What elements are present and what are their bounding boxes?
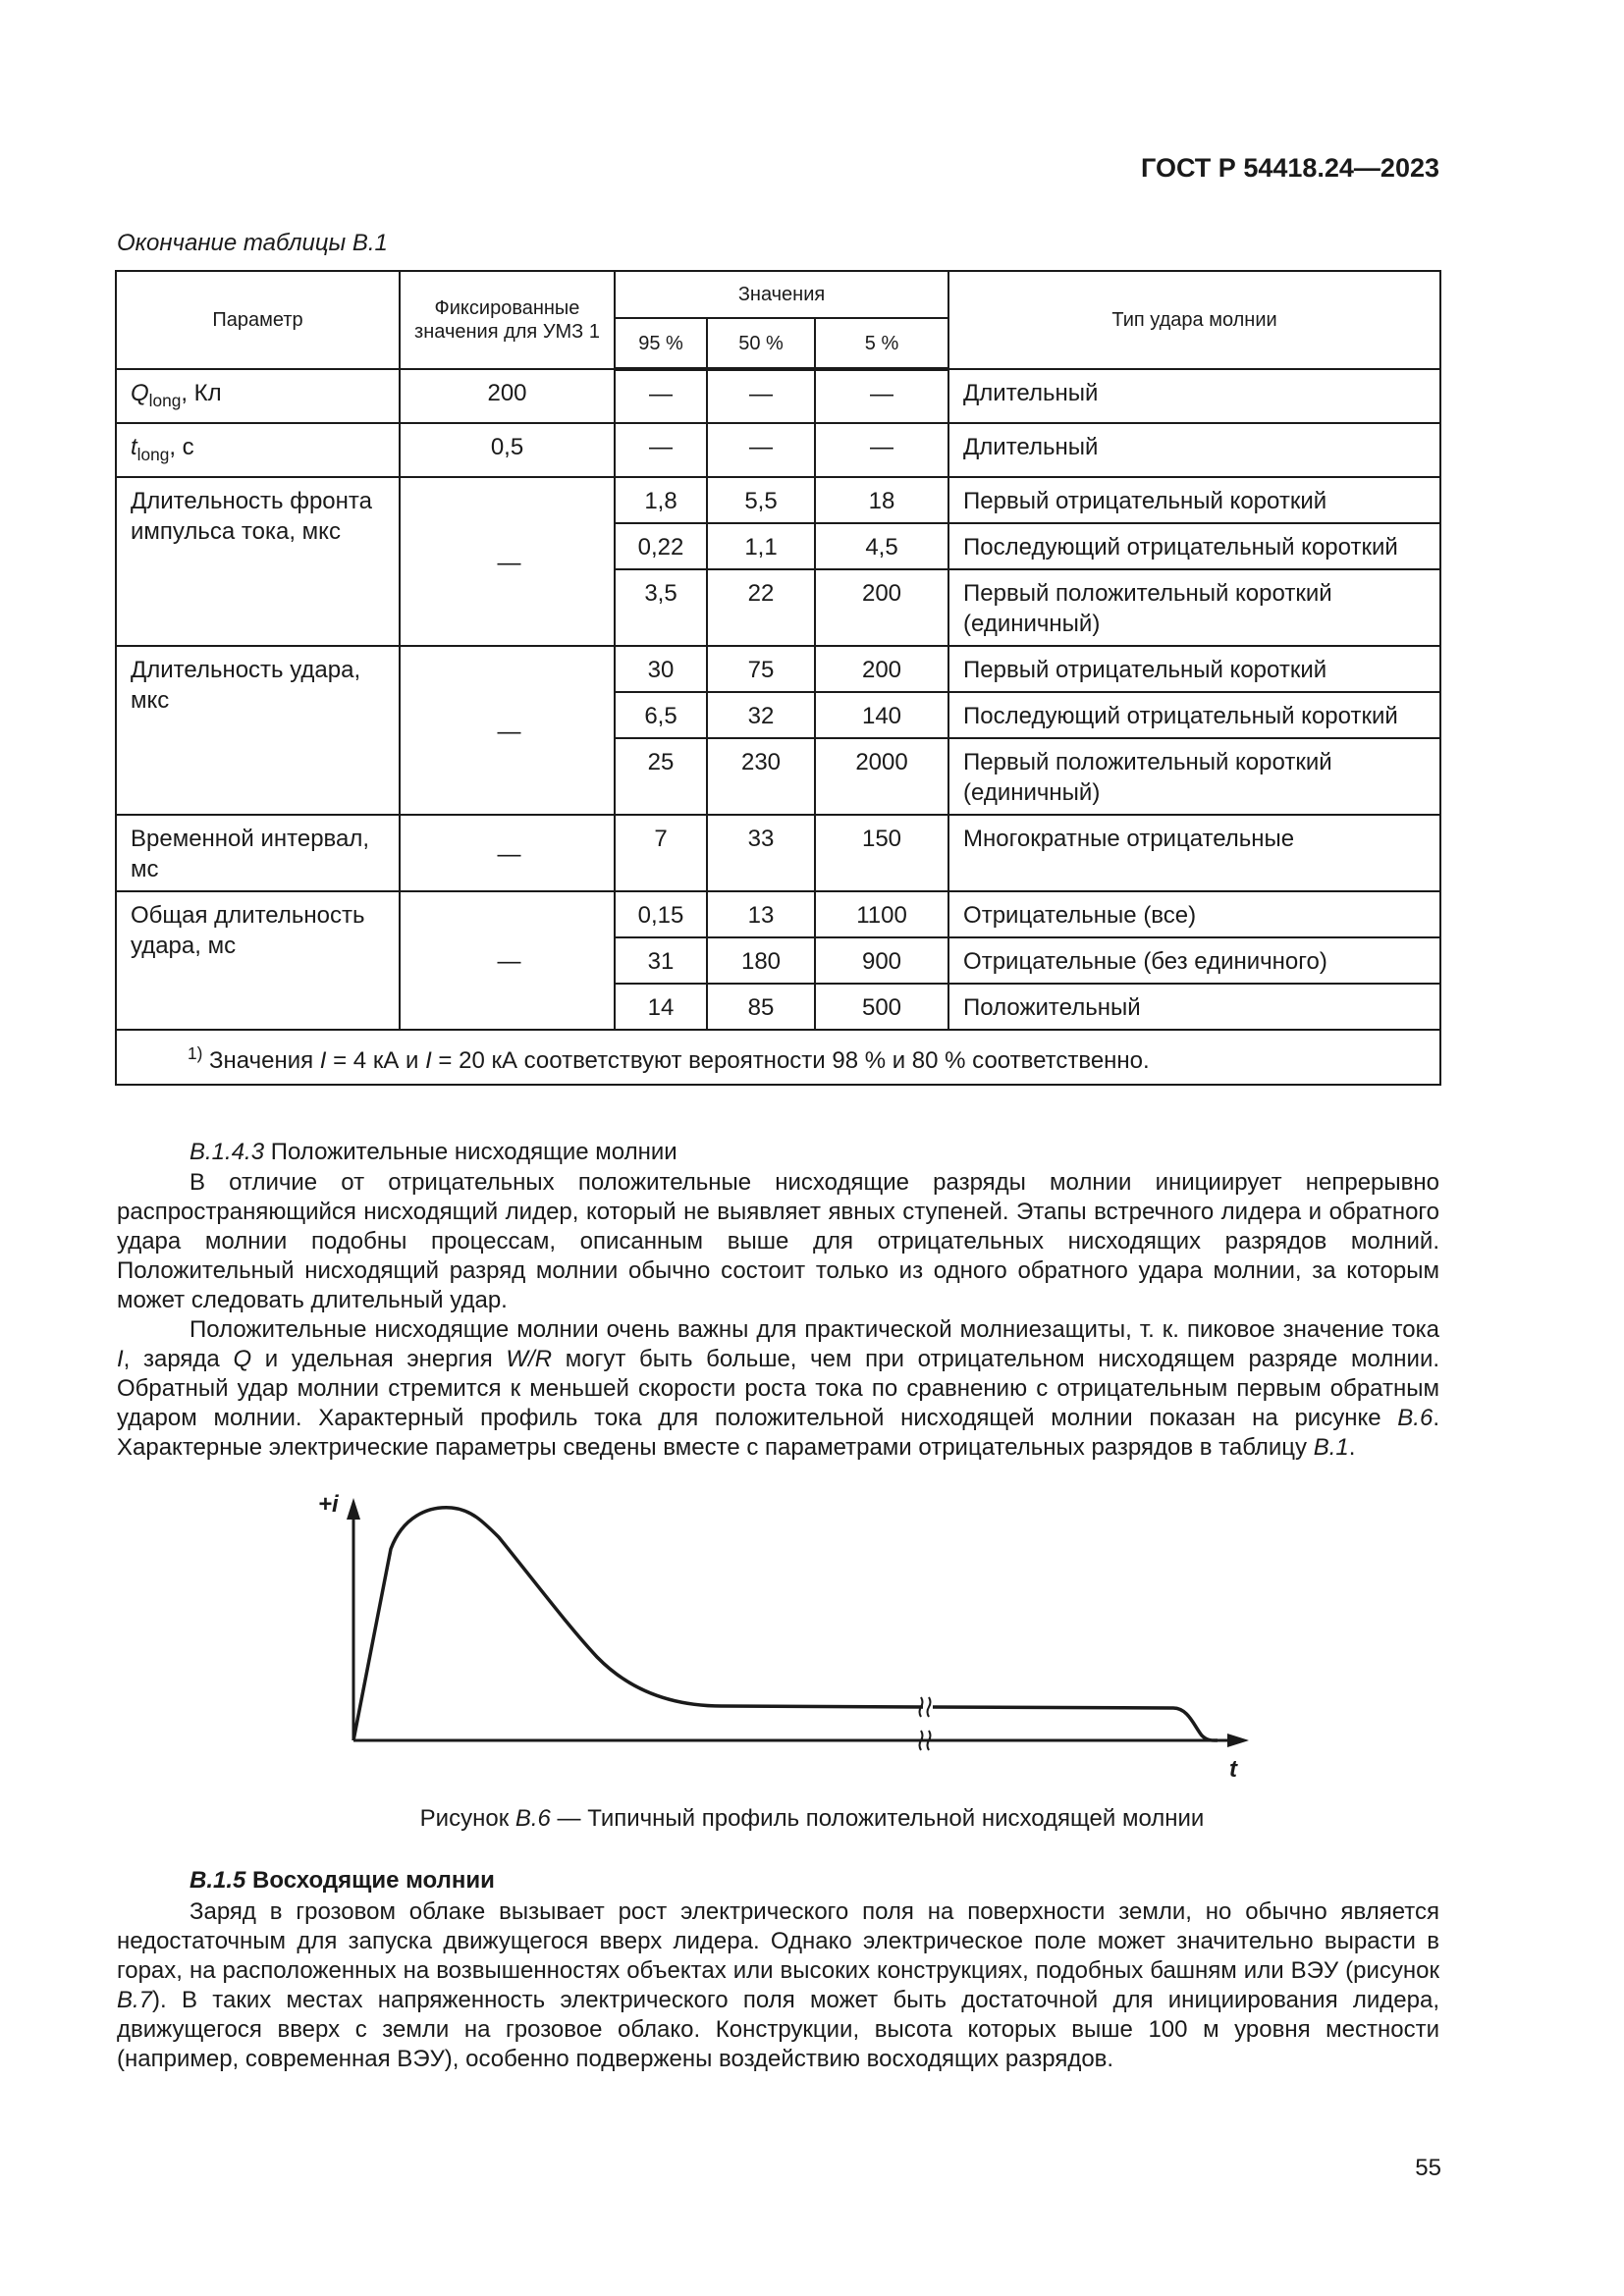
row-param: $Q_{long}$, Кл: [116, 369, 400, 423]
cell-v50: 13: [707, 891, 815, 937]
header-values: Значения: [615, 271, 948, 318]
current-curve: [353, 1508, 923, 1740]
cell-v95: —: [615, 423, 707, 477]
cell-v50: 85: [707, 984, 815, 1030]
cell-v95: 3,5: [615, 569, 707, 646]
cell-type: Отрицательные (без единичного): [948, 937, 1440, 984]
section-heading-b15: В.1.5 Восходящие молнии: [189, 1867, 495, 1894]
paragraph: Положительные нисходящие молнии очень важны для практической молниезащиты, т. к. пиковое значение тока I, заряда Q и удельная энергия W/R могут быть больше, чем при отрицательном нисходящем разряде молнии. Обратный удар молнии стремится к меньшей скорости роста тока по сравнению с отрицательным первым обратным ударом молнии. Характерный профиль тока для положительной нисходящей молнии показан на рисунке В.6. Характерные электрические параметры сведены вместе с параметрами отрицательных разрядов в таблицу В.1.: [117, 1316, 1440, 1461]
section-b15-body: [117, 1897, 1439, 2074]
cell-type: Длительный: [948, 423, 1440, 477]
cell-v5: 18: [815, 477, 948, 523]
header-fixed: Фиксированные значения для УМЗ 1: [400, 271, 615, 369]
page-number: 55: [1415, 2155, 1441, 2181]
cell-v50: 5,5: [707, 477, 815, 523]
table-row: [116, 815, 1440, 891]
row-fixed: —: [400, 891, 615, 1030]
cell-v95: 6,5: [615, 692, 707, 738]
cell-v50: 75: [707, 646, 815, 692]
cell-type: Первый отрицательный короткий: [948, 477, 1440, 523]
table-row: [116, 423, 1440, 477]
cell-v95: 25: [615, 738, 707, 815]
y-axis-arrow-icon: [347, 1498, 360, 1520]
section-b143-body: [117, 1168, 1439, 1463]
cell-v95: 0,22: [615, 523, 707, 569]
cell-v5: 200: [815, 569, 948, 646]
cell-v5: 500: [815, 984, 948, 1030]
cell-v5: 4,5: [815, 523, 948, 569]
cell-v50: 180: [707, 937, 815, 984]
cell-v5: 140: [815, 692, 948, 738]
header-type: Тип удара молнии: [948, 271, 1440, 369]
y-axis-label: +i: [318, 1491, 339, 1518]
cell-type: Первый положительный короткий (единичный): [948, 738, 1440, 815]
parameters-table: [115, 270, 1441, 1086]
axis-break-icon: [920, 1697, 931, 1750]
cell-type: Положительный: [948, 984, 1440, 1030]
cell-v50: 32: [707, 692, 815, 738]
paragraph: Заряд в грозовом облаке вызывает рост электрического поля на поверхности земли, но обычно является недостаточным для запуска движущегося вверх лидера. Однако электрическое поле может значительно вырасти в горах, на расположенных на возвышенностях объектах или высоких конструкциях, подобных башням или ВЭУ (рисунок В.7). В таких местах напряженность электрического поля может быть достаточной для инициирования лидера, движущегося вверх с земли на грозовое облако. Конструкции, высота которых выше 100 м уровня местности (например, современная ВЭУ), особенно подвержены воздействию восходящих разрядов.: [117, 1898, 1439, 2072]
cell-type: Длительный: [948, 369, 1440, 423]
cell-v95: 30: [615, 646, 707, 692]
row-param: Длительность фронта импульса тока, мкс: [116, 477, 400, 646]
cell-type: Последующий отрицательный короткий: [948, 523, 1440, 569]
header-param: Параметр: [116, 271, 400, 369]
current-profile-figure: [304, 1490, 1276, 1785]
cell-v95: 1,8: [615, 477, 707, 523]
row-fixed: —: [400, 646, 615, 815]
row-fixed: —: [400, 477, 615, 646]
cell-v95: 0,15: [615, 891, 707, 937]
cell-v5: —: [815, 369, 948, 423]
row-fixed: 200: [400, 369, 615, 423]
cell-v5: 900: [815, 937, 948, 984]
figure-caption: Рисунок В.6 — Типичный профиль положительной нисходящей молнии: [419, 1805, 1205, 1832]
x-axis-label: t: [1229, 1756, 1237, 1783]
header-p95: 95 %: [615, 318, 707, 369]
cell-v95: 31: [615, 937, 707, 984]
cell-type: Многократные отрицательные: [948, 815, 1440, 891]
row-param: $t_{long}$, с: [116, 423, 400, 477]
table-row: [116, 477, 1440, 523]
table-footnote-row: [116, 1030, 1440, 1085]
cell-v5: 1100: [815, 891, 948, 937]
cell-v5: 200: [815, 646, 948, 692]
cell-type: Последующий отрицательный короткий: [948, 692, 1440, 738]
cell-type: Отрицательные (все): [948, 891, 1440, 937]
header-p5: 5 %: [815, 318, 948, 369]
row-param: Длительность удара, мкс: [116, 646, 400, 815]
table-footnote: $^{1)}$ Значения I = 4 кА и I = 20 кА соответствуют вероятности 98 % и 80 % соответственно.: [116, 1030, 1440, 1085]
cell-v5: 2000: [815, 738, 948, 815]
table-caption: Окончание таблицы В.1: [117, 230, 388, 256]
cell-v5: 150: [815, 815, 948, 891]
cell-type: Первый положительный короткий (единичный): [948, 569, 1440, 646]
cell-v95: —: [615, 369, 707, 423]
table-row: [116, 646, 1440, 692]
cell-v95: 14: [615, 984, 707, 1030]
cell-v50: —: [707, 423, 815, 477]
table-row: [116, 891, 1440, 937]
paragraph: В отличие от отрицательных положительные нисходящие разряды молнии инициирует непрерывно распространяющийся нисходящий лидер, который не выявляет явных ступеней. Этапы встречного лидера и обратного удара молнии подобны процессам, описанным выше для отрицательных нисходящих разрядов молний. Положительный нисходящий разряд молнии обычно состоит только из одного обратного удара молнии, за которым может следовать длительный удар.: [117, 1169, 1439, 1313]
row-fixed: 0,5: [400, 423, 615, 477]
header-p50: 50 %: [707, 318, 815, 369]
row-param: Общая длительность удара, мс: [116, 891, 400, 1030]
cell-v50: 22: [707, 569, 815, 646]
current-curve-tail: [933, 1707, 1218, 1740]
cell-v95: 7: [615, 815, 707, 891]
cell-v50: 33: [707, 815, 815, 891]
section-heading-b143: В.1.4.3 Положительные нисходящие молнии: [189, 1139, 677, 1165]
cell-v50: —: [707, 369, 815, 423]
cell-v50: 1,1: [707, 523, 815, 569]
row-param: Временной интервал, мс: [116, 815, 400, 891]
table-row: [116, 369, 1440, 423]
row-fixed: —: [400, 815, 615, 891]
cell-v50: 230: [707, 738, 815, 815]
x-axis-arrow-icon: [1227, 1734, 1249, 1747]
cell-type: Первый отрицательный короткий: [948, 646, 1440, 692]
cell-v5: —: [815, 423, 948, 477]
document-id: ГОСТ Р 54418.24—2023: [1141, 153, 1439, 183]
